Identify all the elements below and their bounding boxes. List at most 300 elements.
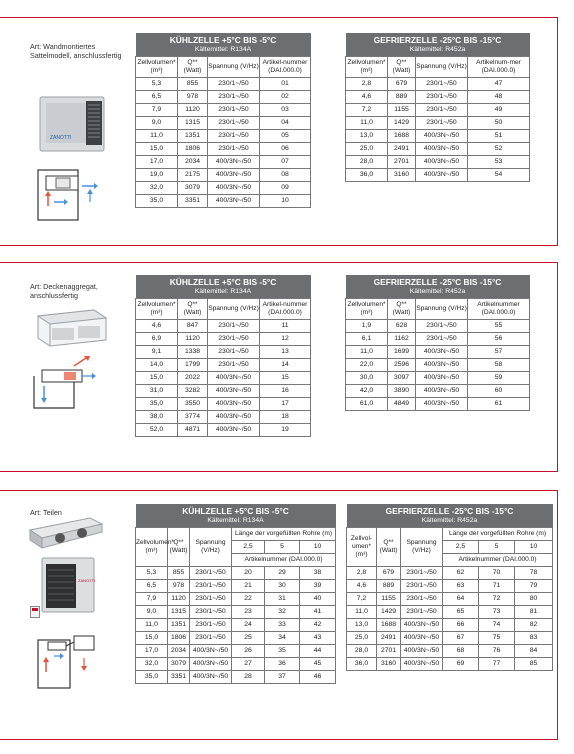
cooling-title: KÜHLZELLE +5°C BIS -5°C	[136, 504, 336, 516]
pipe-length-5: 5	[479, 541, 515, 554]
freezing-title: GEFRIERZELLE -25°C BIS -15°C	[346, 33, 530, 45]
cell-volume: 38,0	[136, 411, 178, 424]
cell-power: 1688	[377, 619, 401, 632]
cell-article: 29	[265, 567, 300, 580]
cell-volume: 7,9	[136, 593, 168, 606]
cell-voltage: 230/1~/50	[190, 632, 232, 645]
cell-article: 53	[468, 156, 530, 169]
cell-power: 3351	[168, 671, 190, 684]
table-row	[136, 398, 311, 411]
cell-voltage: 400/3N~/50	[401, 658, 443, 671]
cell-article: 01	[260, 78, 311, 91]
split-condenser-image	[40, 556, 96, 614]
art-label-ceiling: Art: Deckenaggregat, anschlussfertig	[30, 282, 98, 300]
cell-voltage: 230/1~/50	[401, 593, 443, 606]
cell-volume: 6,5	[136, 580, 168, 593]
cell-voltage: 230/1~/50	[190, 593, 232, 606]
cell-article: 60	[468, 385, 530, 398]
table-row	[346, 372, 530, 385]
cell-volume: 32,0	[136, 182, 178, 195]
col-header-volume: Zellvolumen* (m³)	[136, 528, 168, 567]
cell-power: 1155	[388, 104, 416, 117]
cell-article: 31	[265, 593, 300, 606]
cell-power: 978	[168, 580, 190, 593]
cell-voltage: 400/3N~/50	[416, 372, 468, 385]
cell-article: 50	[468, 117, 530, 130]
cell-power: 3774	[178, 411, 208, 424]
cell-voltage: 400/3N~/50	[416, 143, 468, 156]
cell-voltage: 230/1~/50	[208, 143, 260, 156]
table-row	[347, 645, 553, 658]
cell-power: 2701	[377, 645, 401, 658]
col-header-power: Q** (Watt)	[168, 528, 190, 567]
cell-power: 978	[178, 91, 208, 104]
col-header-power: Q** (Watt)	[388, 57, 416, 78]
cell-volume: 2,8	[347, 567, 377, 580]
cell-voltage: 230/1~/50	[401, 567, 443, 580]
cell-voltage: 230/1~/50	[208, 91, 260, 104]
controller-icon	[30, 606, 40, 618]
cell-voltage: 400/3N~/50	[208, 372, 260, 385]
table-row	[346, 78, 530, 91]
cooling-table-wall	[135, 33, 311, 208]
cell-volume: 9,0	[136, 117, 178, 130]
table-row	[136, 385, 311, 398]
table-row	[347, 567, 553, 580]
cell-volume: 6,1	[346, 333, 388, 346]
cell-voltage: 230/1~/50	[416, 78, 468, 91]
table-row	[136, 658, 336, 671]
cell-power: 4871	[178, 424, 208, 437]
cell-voltage: 230/1~/50	[190, 619, 232, 632]
cell-voltage: 400/3N~/50	[416, 359, 468, 372]
table-row	[136, 333, 311, 346]
cell-volume: 7,2	[346, 104, 388, 117]
cell-voltage: 230/1~/50	[208, 346, 260, 359]
split-evaporator-image	[28, 516, 104, 552]
table-row	[136, 78, 311, 91]
cell-power: 2034	[178, 156, 208, 169]
cell-power: 1429	[388, 117, 416, 130]
ceiling-airflow-diagram	[30, 356, 100, 412]
cell-article: 58	[468, 359, 530, 372]
cell-article: 71	[479, 580, 515, 593]
col-header-voltage: Spannung (V/Hz)	[401, 528, 443, 567]
table-row	[346, 333, 530, 346]
cell-volume: 1,9	[346, 320, 388, 333]
cell-voltage: 400/3N~/50	[416, 398, 468, 411]
cell-article: 75	[479, 632, 515, 645]
cell-power: 1351	[168, 619, 190, 632]
cell-article: 49	[468, 104, 530, 117]
cell-volume: 15,0	[136, 372, 178, 385]
cell-volume: 2,8	[346, 78, 388, 91]
cell-voltage: 230/1~/50	[416, 333, 468, 346]
col-header-article: Artikelnummer (DAI.000.0)	[468, 299, 530, 320]
cell-power: 3160	[388, 169, 416, 182]
table-row	[136, 359, 311, 372]
cell-power: 628	[388, 320, 416, 333]
header-row	[136, 299, 311, 320]
cell-voltage: 400/3N~/50	[208, 411, 260, 424]
cell-voltage: 230/1~/50	[208, 320, 260, 333]
cell-volume: 25,0	[347, 632, 377, 645]
cell-volume: 35,0	[136, 195, 178, 208]
cell-volume: 28,0	[346, 156, 388, 169]
cell-power: 3079	[168, 658, 190, 671]
cooling-refrigerant: Kältemittel: R134A	[136, 287, 311, 299]
cell-voltage: 230/1~/50	[208, 104, 260, 117]
cell-volume: 52,0	[136, 424, 178, 437]
cell-power: 1338	[178, 346, 208, 359]
cell-voltage: 400/3N~/50	[190, 671, 232, 684]
col-header-volume: Zellvolumen* (m³)	[346, 57, 388, 78]
cell-voltage: 400/3N~/50	[416, 346, 468, 359]
table-row	[347, 658, 553, 671]
col-header-volume: Zellvolumen* (m³)	[136, 299, 178, 320]
table-row	[346, 117, 530, 130]
cell-volume: 17,0	[136, 156, 178, 169]
cell-article: 27	[232, 658, 265, 671]
pipe-length-10: 10	[515, 541, 553, 554]
cell-article: 61	[468, 398, 530, 411]
cell-power: 2034	[168, 645, 190, 658]
table-row	[136, 169, 311, 182]
cell-volume: 4,6	[346, 91, 388, 104]
cell-article: 36	[265, 658, 300, 671]
cooling-refrigerant: Kältemittel: R134A	[136, 516, 336, 528]
table-row	[346, 104, 530, 117]
cell-volume: 28,0	[347, 645, 377, 658]
col-header-pipe-length: Länge der vorgefüllten Rohre (m)	[443, 528, 553, 541]
cell-power: 2491	[377, 632, 401, 645]
cell-volume: 11,0	[346, 346, 388, 359]
table-row	[136, 645, 336, 658]
cell-article: 45	[300, 658, 336, 671]
cell-article: 62	[443, 567, 479, 580]
cell-power: 855	[168, 567, 190, 580]
art-label-split: Art: Teilen	[30, 508, 62, 517]
cell-volume: 35,0	[136, 671, 168, 684]
col-header-power: Q** (Watt)	[388, 299, 416, 320]
cell-voltage: 400/3N~/50	[208, 385, 260, 398]
cell-voltage: 230/1~/50	[416, 320, 468, 333]
cell-voltage: 400/3N~/50	[401, 619, 443, 632]
cell-volume: 17,0	[136, 645, 168, 658]
table-row	[347, 580, 553, 593]
cell-power: 1806	[168, 632, 190, 645]
col-header-article: Artikelnummer (DAI.000.0)	[232, 554, 336, 567]
col-header-volume: Zellvolumen* (m³)	[346, 299, 388, 320]
cooling-title: KÜHLZELLE +5°C BIS -5°C	[136, 33, 311, 45]
cell-article: 24	[232, 619, 265, 632]
cell-article: 56	[468, 333, 530, 346]
cell-power: 679	[377, 567, 401, 580]
cell-article: 17	[260, 398, 311, 411]
cell-voltage: 230/1~/50	[401, 580, 443, 593]
cell-volume: 25,0	[346, 143, 388, 156]
cell-article: 16	[260, 385, 311, 398]
table-row	[136, 424, 311, 437]
table-row	[346, 320, 530, 333]
freezing-title: GEFRIERZELLE -25°C BIS -15°C	[346, 275, 530, 287]
table-row	[136, 593, 336, 606]
cell-voltage: 400/3N~/50	[208, 195, 260, 208]
freezing-title: GEFRIERZELLE -25°C BIS -15°C	[347, 504, 553, 516]
cell-power: 3079	[178, 182, 208, 195]
cell-voltage: 230/1~/50	[416, 104, 468, 117]
cell-article: 20	[232, 567, 265, 580]
cell-article: 44	[300, 645, 336, 658]
cell-article: 11	[260, 320, 311, 333]
table-row	[346, 346, 530, 359]
cell-voltage: 230/1~/50	[416, 117, 468, 130]
table-row	[136, 671, 336, 684]
cell-voltage: 400/3N~/50	[416, 169, 468, 182]
col-header-article: Artikel-nummer (DAI.000.0)	[260, 299, 311, 320]
ceiling-unit-image	[34, 308, 110, 348]
cell-power: 1699	[388, 346, 416, 359]
cell-power: 2596	[388, 359, 416, 372]
col-header-voltage: Spannung (V/Hz)	[208, 299, 260, 320]
cell-voltage: 400/3N~/50	[401, 645, 443, 658]
cell-article: 52	[468, 143, 530, 156]
cell-article: 65	[443, 606, 479, 619]
cell-voltage: 230/1~/50	[208, 78, 260, 91]
cell-volume: 7,9	[136, 104, 178, 117]
cell-article: 72	[479, 593, 515, 606]
cell-article: 84	[515, 645, 553, 658]
freezing-table-split	[346, 504, 553, 671]
cell-power: 889	[388, 91, 416, 104]
cell-article: 12	[260, 333, 311, 346]
table-row	[136, 606, 336, 619]
col-header-voltage: Spannung (V/Hz)	[416, 299, 468, 320]
cell-article: 26	[232, 645, 265, 658]
freezing-refrigerant: Kältemittel: R452a	[346, 45, 530, 57]
cell-voltage: 400/3N~/50	[401, 632, 443, 645]
cell-article: 64	[443, 593, 479, 606]
table-row	[136, 91, 311, 104]
cell-volume: 6,5	[136, 91, 178, 104]
cell-article: 67	[443, 632, 479, 645]
cell-article: 41	[300, 606, 336, 619]
wall-unit-image	[38, 93, 108, 155]
cell-volume: 13,0	[346, 130, 388, 143]
cell-article: 76	[479, 645, 515, 658]
cell-power: 889	[377, 580, 401, 593]
cell-article: 66	[443, 619, 479, 632]
cell-article: 39	[300, 580, 336, 593]
cooling-title: KÜHLZELLE +5°C BIS -5°C	[136, 275, 311, 287]
cell-article: 03	[260, 104, 311, 117]
cell-volume: 6,9	[136, 333, 178, 346]
table-row	[136, 372, 311, 385]
cell-article: 59	[468, 372, 530, 385]
cell-article: 85	[515, 658, 553, 671]
col-header-volume: Zellvolumen* (m³)	[136, 57, 178, 78]
cell-article: 81	[515, 606, 553, 619]
cell-voltage: 400/3N~/50	[208, 156, 260, 169]
cell-voltage: 400/3N~/50	[416, 385, 468, 398]
cell-volume: 30,0	[346, 372, 388, 385]
cell-article: 33	[265, 619, 300, 632]
col-header-power: Q** (Watt)	[178, 299, 208, 320]
header-row	[136, 528, 336, 541]
cell-voltage: 400/3N~/50	[208, 398, 260, 411]
table-row	[347, 606, 553, 619]
split-airflow-diagram	[34, 632, 102, 690]
cell-volume: 31,0	[136, 385, 178, 398]
cell-power: 3890	[388, 385, 416, 398]
table-row	[136, 580, 336, 593]
cell-volume: 35,0	[136, 398, 178, 411]
cell-volume: 9,1	[136, 346, 178, 359]
cell-volume: 22,0	[346, 359, 388, 372]
cell-power: 1162	[388, 333, 416, 346]
freezing-refrigerant: Kältemittel: R452a	[346, 287, 530, 299]
col-header-volume: Zellvol-umen* (m³)	[347, 528, 377, 567]
cell-volume: 15,0	[136, 632, 168, 645]
cell-article: 13	[260, 346, 311, 359]
cell-article: 79	[515, 580, 553, 593]
cell-article: 18	[260, 411, 311, 424]
col-header-voltage: Spannung (V/Hz)	[208, 57, 260, 78]
cell-article: 34	[265, 632, 300, 645]
header-row	[346, 57, 530, 78]
cell-voltage: 230/1~/50	[190, 580, 232, 593]
cell-article: 46	[300, 671, 336, 684]
cell-article: 63	[443, 580, 479, 593]
cell-volume: 11,0	[347, 606, 377, 619]
cell-article: 02	[260, 91, 311, 104]
cell-voltage: 400/3N~/50	[208, 169, 260, 182]
table-row	[346, 359, 530, 372]
col-header-article: Artikel-nummer (DAI.000.0)	[260, 57, 311, 78]
cell-article: 05	[260, 130, 311, 143]
table-row	[346, 143, 530, 156]
cell-article: 54	[468, 169, 530, 182]
table-row	[136, 567, 336, 580]
cell-voltage: 230/1~/50	[208, 359, 260, 372]
table-row	[346, 130, 530, 143]
cell-power: 2491	[388, 143, 416, 156]
wall-airflow-diagram	[34, 168, 96, 222]
cell-power: 1799	[178, 359, 208, 372]
cell-power: 1315	[178, 117, 208, 130]
table-row	[346, 398, 530, 411]
cell-article: 21	[232, 580, 265, 593]
cell-article: 19	[260, 424, 311, 437]
col-header-power: Q** (Watt)	[377, 528, 401, 567]
cell-power: 1120	[178, 333, 208, 346]
cell-article: 57	[468, 346, 530, 359]
cell-power: 3550	[178, 398, 208, 411]
cell-article: 51	[468, 130, 530, 143]
cooling-refrigerant: Kältemittel: R134A	[136, 45, 311, 57]
cell-article: 40	[300, 593, 336, 606]
cell-article: 04	[260, 117, 311, 130]
cell-power: 3282	[178, 385, 208, 398]
cell-voltage: 230/1~/50	[401, 606, 443, 619]
cell-voltage: 230/1~/50	[190, 567, 232, 580]
cell-volume: 11,0	[136, 619, 168, 632]
freezing-refrigerant: Kältemittel: R452a	[347, 516, 553, 528]
header-row	[347, 528, 553, 541]
cell-power: 2701	[388, 156, 416, 169]
cell-volume: 42,0	[346, 385, 388, 398]
table-row	[346, 91, 530, 104]
cell-article: 35	[265, 645, 300, 658]
col-header-article: Artikelnummer (DAI.000.0)	[443, 554, 553, 567]
table-row	[136, 346, 311, 359]
table-row	[346, 385, 530, 398]
table-row	[347, 619, 553, 632]
cell-article: 73	[479, 606, 515, 619]
cell-power: 1155	[377, 593, 401, 606]
cell-volume: 15,0	[136, 143, 178, 156]
cell-volume: 5,3	[136, 567, 168, 580]
cell-power: 4849	[388, 398, 416, 411]
cell-volume: 13,0	[347, 619, 377, 632]
cell-article: 78	[515, 567, 553, 580]
cell-power: 1120	[168, 593, 190, 606]
cell-voltage: 400/3N~/50	[208, 182, 260, 195]
cell-voltage: 230/1~/50	[416, 91, 468, 104]
cell-volume: 11,0	[136, 130, 178, 143]
cell-article: 07	[260, 156, 311, 169]
cell-voltage: 400/3N~/50	[208, 424, 260, 437]
cell-power: 679	[388, 78, 416, 91]
cell-article: 09	[260, 182, 311, 195]
col-header-voltage: Spannung (V/Hz)	[190, 528, 232, 567]
cell-power: 2022	[178, 372, 208, 385]
cell-article: 37	[265, 671, 300, 684]
cell-article: 08	[260, 169, 311, 182]
col-header-voltage: Spannung (V/Hz)	[416, 57, 468, 78]
cell-volume: 9,0	[136, 606, 168, 619]
pipe-length-2-5: 2,5	[232, 541, 265, 554]
table-row	[136, 195, 311, 208]
cell-article: 10	[260, 195, 311, 208]
col-header-article: Artikelnum-mer (DAI.000.0)	[468, 57, 530, 78]
cell-article: 42	[300, 619, 336, 632]
cooling-table-ceiling	[135, 275, 311, 437]
table-row	[346, 169, 530, 182]
table-row	[136, 411, 311, 424]
cell-article: 82	[515, 619, 553, 632]
cell-article: 15	[260, 372, 311, 385]
pipe-length-10: 10	[300, 541, 336, 554]
cell-article: 30	[265, 580, 300, 593]
table-row	[347, 593, 553, 606]
cell-power: 3097	[388, 372, 416, 385]
cell-power: 1315	[168, 606, 190, 619]
freezing-table-wall	[345, 33, 530, 182]
cell-volume: 11,0	[346, 117, 388, 130]
table-row	[136, 182, 311, 195]
cell-power: 1120	[178, 104, 208, 117]
header-row	[346, 299, 530, 320]
cell-volume: 36,0	[347, 658, 377, 671]
art-label-wall-mounted: Art: Wandmontiertes Sattelmodell, anschlussfertig	[30, 42, 122, 60]
cell-article: 25	[232, 632, 265, 645]
cell-article: 70	[479, 567, 515, 580]
cell-volume: 19,0	[136, 169, 178, 182]
cell-voltage: 230/1~/50	[208, 130, 260, 143]
table-row	[136, 632, 336, 645]
cell-volume: 61,0	[346, 398, 388, 411]
